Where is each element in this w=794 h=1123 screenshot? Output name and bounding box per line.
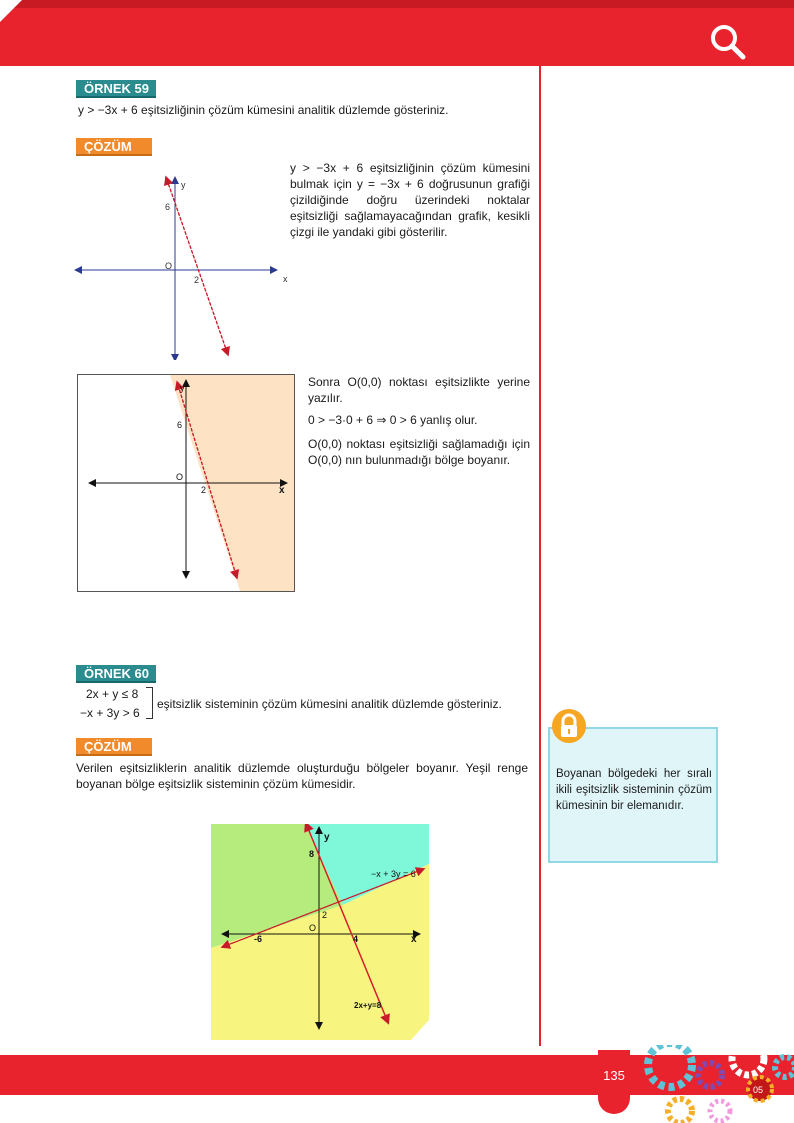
solution-59-para1: y > −3x + 6 eşitsizliğinin çözüm kümesini bulmak için y = −3x + 6 doğrusunun grafiği çizildiğinde doğru üzerindeki noktalar eşitsizliği sağlamayacağından grafik, kesikli çizgi ile yandaki gibi gösterilir.: [290, 161, 530, 239]
y-label: y: [181, 180, 186, 190]
graph-shaded-box: [77, 374, 295, 592]
x-label: x: [283, 274, 288, 284]
x-tick-2: 2: [194, 275, 200, 285]
y-tick-6: 6: [165, 202, 171, 212]
search-icon[interactable]: [710, 24, 746, 60]
solution-60-para: Verilen eşitsizliklerin analitik düzlemde oluşturduğu bölgeler boyanır. Yeşil renge boyanan bölge eşitsizlik sisteminin çözüm kümesidir.: [76, 761, 528, 791]
solution-60-label: ÇÖZÜM: [76, 738, 152, 756]
gears-icon: [640, 1045, 794, 1123]
graph-shaded-59: [78, 375, 294, 591]
header-corner: [0, 0, 22, 22]
x-tick-4: 4: [353, 934, 359, 944]
solution-59-para4: O(0,0) noktası eşitsizliği sağlamadığı için O(0,0) nın bulunmadığı bölge boyanır.: [308, 437, 530, 467]
y-tick-2: 2: [322, 910, 328, 920]
example-60-label: ÖRNEK 60: [76, 665, 156, 683]
graph-line-59: [74, 172, 294, 360]
sidebar-note-text: Boyanan bölgedeki her sıralı ikili eşitsizlik sisteminin çözüm kümesinin bir elemanıdır.: [556, 768, 712, 812]
y-label: y: [180, 383, 185, 393]
x-label: x: [279, 485, 285, 496]
x-tick-neg6: -6: [254, 934, 263, 944]
header-bar: [0, 0, 794, 66]
solution-59-label: ÇÖZÜM: [76, 138, 152, 156]
example-59-label: ÖRNEK 59: [76, 80, 156, 98]
line1-label: −x + 3y = 6: [371, 869, 416, 879]
y-label: y: [324, 832, 330, 843]
solution-59-para2: Sonra O(0,0) noktası eşitsizlikte yerine yazılır.: [308, 375, 530, 405]
solution-59-para3: 0 > −3·0 + 6 ⇒ 0 > 6 yanlış olur.: [308, 413, 478, 427]
origin-label: O: [165, 261, 173, 271]
system-line-1: 2x + y ≤ 8: [86, 687, 139, 701]
example-60-question: eşitsizlik sisteminin çözüm kümesini analitik düzlemde gösteriniz.: [157, 697, 502, 711]
y-tick-6: 6: [177, 420, 183, 430]
x-tick-2: 2: [201, 485, 207, 495]
example-59-question: y > −3x + 6 eşitsizliğinin çözüm kümesini analitik düzlemde gösteriniz.: [78, 103, 449, 117]
line2-label: 2x+y=8: [354, 1001, 382, 1010]
x-label: x: [411, 934, 417, 945]
page-number: 135: [603, 1068, 625, 1083]
system-line-2: −x + 3y > 6: [80, 706, 140, 720]
column-divider: [539, 66, 541, 1046]
system-brace: [146, 687, 153, 719]
origin-label: O: [176, 472, 184, 482]
header-shade: [0, 0, 794, 8]
origin-label: O: [309, 923, 317, 933]
lock-icon: [551, 708, 587, 744]
y-tick-8: 8: [309, 849, 315, 859]
badge-number: 05: [753, 1085, 764, 1095]
graph-system-60: [211, 824, 429, 1040]
